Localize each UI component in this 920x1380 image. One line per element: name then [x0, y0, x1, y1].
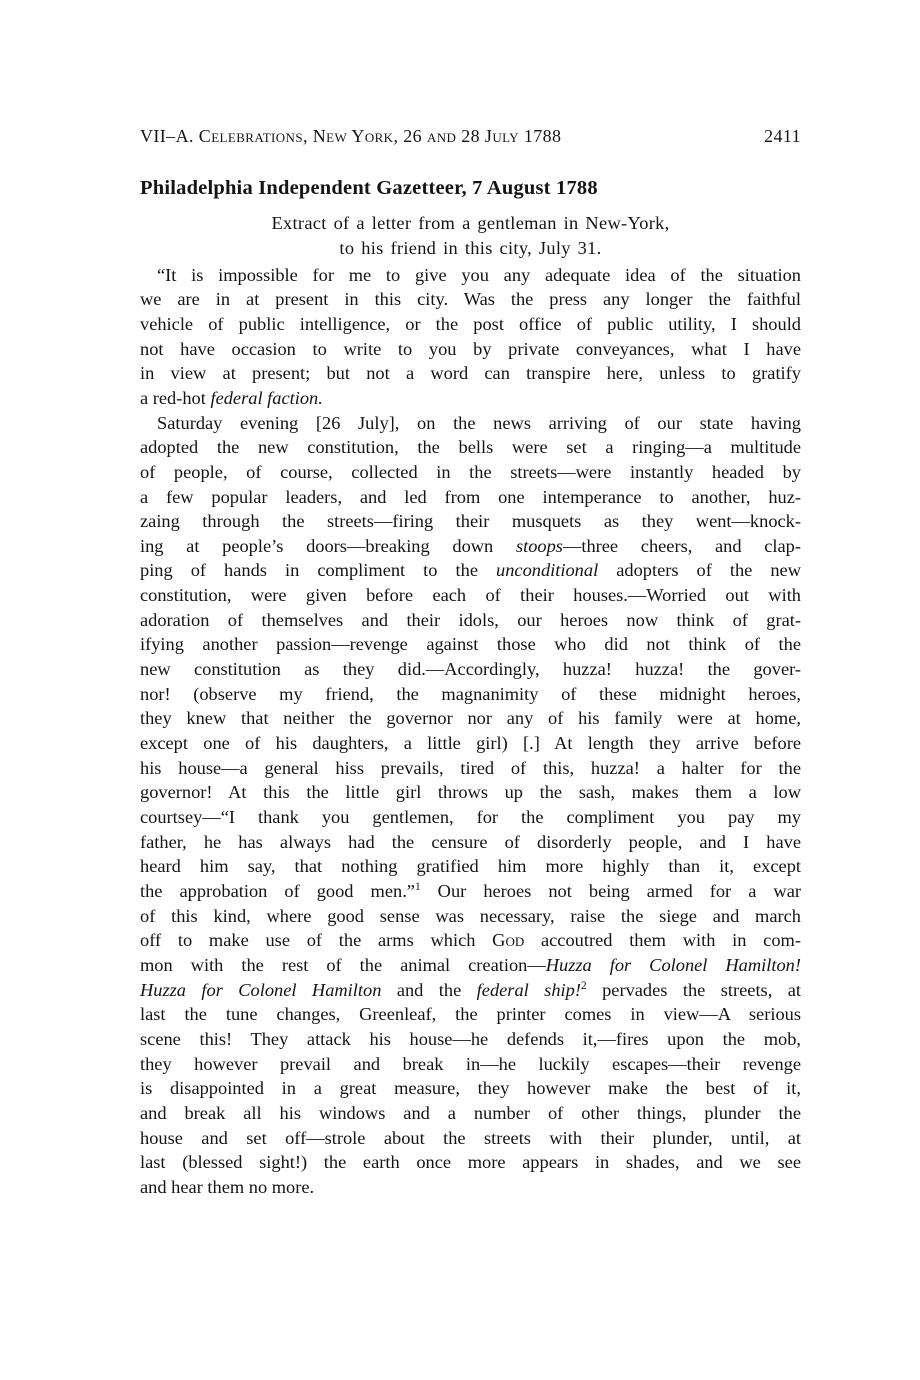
text-line — [140, 657, 801, 682]
text-line — [140, 1175, 801, 1200]
text-line — [140, 435, 801, 460]
text-line — [140, 830, 801, 855]
text-run: nor! (observe my friend, the magnanimity of these midnight heroes, — [140, 683, 801, 704]
text-run: accoutred them with in com- — [524, 930, 801, 951]
text-run: they knew that neither the governor nor any of his family were at home, — [140, 708, 801, 729]
text-line — [140, 1052, 801, 1077]
text-line — [140, 928, 801, 953]
text-line — [140, 1126, 801, 1151]
text-run-sc: God — [492, 930, 525, 951]
text-line — [140, 1027, 801, 1052]
text-line — [140, 706, 801, 731]
text-run: adoration of themselves and their idols, our heroes now think of grat- — [140, 609, 801, 630]
text-line — [140, 731, 801, 756]
text-run: a red-hot — [140, 387, 211, 408]
text-run: last (blessed sight!) the earth once more appears in shades, and we see — [140, 1152, 801, 1173]
text-line — [140, 1150, 801, 1175]
text-line — [140, 558, 801, 583]
text-line — [140, 534, 801, 559]
article-body — [140, 263, 801, 1200]
text-run: mon with the rest of the animal creation— — [140, 954, 546, 975]
text-line — [140, 904, 801, 929]
text-run-i: stoops — [515, 535, 563, 556]
text-run: Our heroes not being armed for a war — [420, 881, 801, 901]
text-run: “It is impossible for me to give you any adequate idea of the situation — [157, 264, 801, 285]
text-run-i: federal ship! — [476, 979, 581, 1000]
subtitle-line: to his friend in this city, July 31. — [339, 237, 602, 258]
text-line — [140, 583, 801, 608]
text-line — [140, 509, 801, 534]
text-line — [140, 1002, 801, 1027]
text-run-i: Huzza for Colonel Hamilton — [140, 979, 382, 1000]
text-run: ifying another passion—revenge against those who did not think of the — [140, 634, 801, 655]
text-run: a few popular leaders, and led from one intemperance to another, huz- — [140, 486, 801, 507]
text-line — [140, 386, 801, 411]
text-run-i: unconditional — [496, 560, 599, 581]
text-run: courtsey—“I thank you gentlemen, for the compliment you pay my — [140, 807, 801, 828]
text-run: house and set off—strole about the streets with their plunder, until, at — [140, 1127, 801, 1148]
text-run: scene this! They attack his house—he defends it,—fires upon the mob, — [140, 1028, 801, 1049]
section-heading: VII–A. Celebrations, New York, 26 and 28 July 1788 — [140, 126, 562, 146]
text-run: heard him say, that nothing gratified him more highly than it, except — [140, 856, 801, 877]
text-run: vehicle of public intelligence, or the post office of public utility, I should — [140, 313, 801, 334]
page-number: 2411 — [764, 126, 801, 146]
letter-subtitle — [140, 211, 801, 261]
text-line — [140, 263, 801, 288]
text-run: the approbation of good men.” — [140, 881, 415, 901]
text-run: Saturday evening [26 July], on the news arriving of our state having — [157, 412, 801, 433]
page-content — [140, 0, 801, 1200]
text-line — [140, 780, 801, 805]
text-run: and hear them no more. — [140, 1176, 315, 1197]
text-run: zaing through the streets—firing their musquets as they went—knock- — [140, 511, 801, 532]
text-run: except one of his daughters, a little girl) [.] At length they arrive before — [140, 733, 801, 754]
text-line — [140, 879, 801, 904]
text-run-i: federal faction. — [210, 387, 323, 408]
text-run: they however prevail and break in—he luckily escapes—their revenge — [140, 1053, 801, 1074]
text-run-i: Huzza for Colonel Hamilton! — [545, 954, 802, 975]
text-run: not have occasion to write to you by private conveyances, what I have — [140, 338, 801, 359]
text-line — [140, 361, 801, 386]
text-run: ing at people’s doors—breaking down — [140, 535, 516, 556]
text-line — [140, 608, 801, 633]
text-run: ping of hands in compliment to the — [140, 560, 497, 581]
text-line — [140, 805, 801, 830]
text-run: —three cheers, and clap- — [562, 535, 802, 556]
text-line — [140, 854, 801, 879]
text-line — [140, 632, 801, 657]
text-line — [140, 337, 801, 362]
text-line — [140, 978, 801, 1003]
subtitle-line: Extract of a letter from a gentleman in New-York, — [271, 213, 670, 233]
text-line — [140, 1076, 801, 1101]
text-line — [140, 312, 801, 337]
text-line — [140, 411, 801, 436]
text-run: and break all his windows and a number of other things, plunder the — [140, 1102, 801, 1123]
text-line — [140, 953, 801, 978]
text-run: father, he has always had the censure of disorderly people, and I have — [140, 831, 801, 852]
text-run: of people, of course, collected in the streets—were instantly headed by — [140, 461, 801, 482]
text-run: constitution, were given before each of their houses.—Worried out with — [140, 585, 801, 606]
text-run: we are in at present in this city. Was the press any longer the faithful — [140, 289, 801, 310]
text-run: new constitution as they did.—Accordingly, huzza! huzza! the gover- — [140, 659, 801, 680]
text-line — [140, 485, 801, 510]
text-run-sup: 2 — [580, 979, 587, 992]
running-header — [140, 124, 801, 148]
text-run: is disappointed in a great measure, they however make the best of it, — [140, 1078, 801, 1099]
text-run: in view at present; but not a word can transpire here, unless to gratify — [140, 363, 801, 384]
text-run: and the — [381, 979, 477, 1000]
text-run: pervades the streets, at — [586, 979, 801, 1000]
text-line — [140, 460, 801, 485]
text-line — [140, 1101, 801, 1126]
text-line — [140, 682, 801, 707]
text-run: off to make use of the arms which — [140, 930, 493, 951]
text-line — [140, 756, 801, 781]
text-run: of this kind, where good sense was necessary, raise the siege and march — [140, 905, 801, 926]
text-run: last the tune changes, Greenleaf, the printer comes in view—A serious — [140, 1004, 801, 1025]
text-run-sup: 1 — [414, 880, 421, 893]
text-run: adopters of the new — [598, 560, 802, 581]
article-title: Philadelphia Independent Gazetteer, 7 August 1788 — [140, 177, 598, 199]
text-line — [140, 287, 801, 312]
text-run: governor! At this the little girl throws up the sash, makes them a low — [140, 782, 801, 803]
text-run: his house—a general hiss prevails, tired of this, huzza! a halter for the — [140, 757, 801, 778]
text-run: adopted the new constitution, the bells were set a ringing—a multitude — [140, 437, 801, 458]
